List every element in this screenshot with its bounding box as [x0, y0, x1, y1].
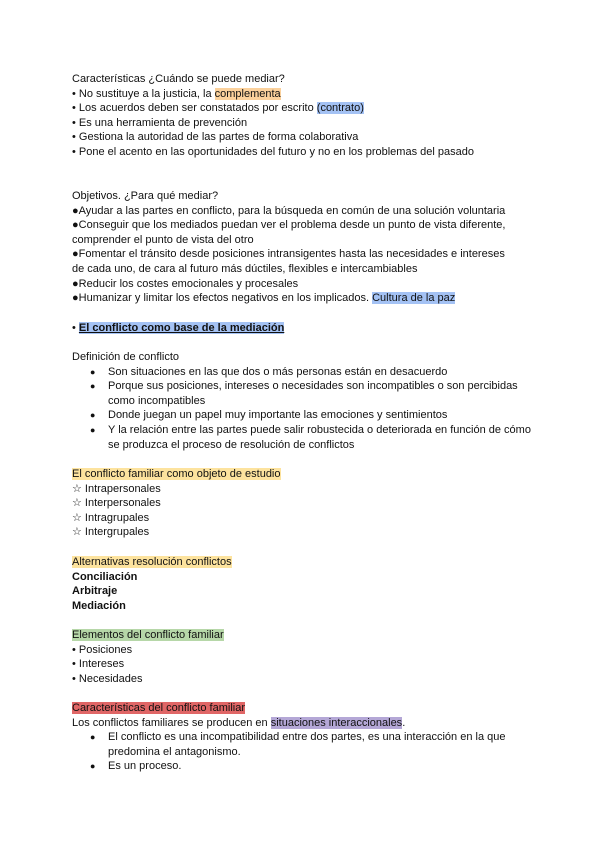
objetivos-item: ●Ayudar a las partes en conflicto, para la búsqueda en común de una solución voluntaria — [72, 204, 506, 217]
list-item: ☆ Intragrupales — [72, 511, 150, 524]
alternativas-section — [72, 555, 542, 613]
list-item: • Intereses — [72, 658, 125, 671]
list-item: Conciliación — [72, 570, 138, 583]
highlight-complementa: complementa — [214, 87, 281, 100]
caracteristicas-familiar-section — [72, 701, 522, 774]
objetivos-item: ●Fomentar el tránsito desde posiciones intransigentes hasta las necesidades e intereses de cada uno, de cara al futuro más dúctiles, flexibles e intercambiables — [72, 248, 505, 275]
objetivos-section — [72, 189, 517, 306]
list-item: ● Porque sus posiciones, intereses o necesidades son incompatibles o son percibidas como incompatibles — [72, 379, 532, 408]
definicion-section — [72, 350, 532, 452]
caracteristicas-familiar-intro: Los conflictos familiares se producen en situaciones interaccionales. — [72, 716, 406, 729]
conflicto-base-title: El conflicto como base de la mediación — [78, 322, 285, 334]
caracteristicas-familiar-title: Características del conflicto familiar — [72, 702, 246, 714]
caracteristicas-familiar-list — [72, 730, 522, 774]
familiar-objeto-title: El conflicto familiar como objeto de estudio — [72, 468, 281, 480]
highlight-contrato: (contrato) — [316, 102, 364, 115]
list-item: Arbitraje — [72, 585, 118, 598]
list-item: ☆ Intrapersonales — [72, 482, 161, 495]
alternativas-title: Alternativas resolución conflictos — [72, 556, 232, 568]
definicion-title: Definición de conflicto — [72, 351, 180, 363]
objetivos-title: Objetivos. ¿Para qué mediar? — [72, 190, 219, 202]
elementos-title: Elementos del conflicto familiar — [72, 629, 224, 641]
caracteristicas-item: • Los acuerdos deben ser constatados por escrito (contrato) — [72, 102, 364, 115]
caracteristicas-item: • Pone el acento en las oportunidades del futuro y no en los problemas del pasado — [72, 145, 474, 158]
highlight-situaciones: situaciones interaccionales — [270, 716, 403, 729]
list-item: ☆ Interpersonales — [72, 497, 161, 510]
caracteristicas-item: • Es una herramienta de prevención — [72, 116, 248, 129]
caracteristicas-item: • Gestiona la autoridad de las partes de forma colaborativa — [72, 131, 359, 144]
list-item: ● Son situaciones en las que dos o más personas están en desacuerdo — [72, 365, 532, 380]
caracteristicas-title: Características ¿Cuándo se puede mediar? — [72, 73, 285, 85]
list-item: ● Donde juegan un papel muy importante las emociones y sentimientos — [72, 408, 532, 423]
objetivos-item: ●Conseguir que los mediados puedan ver el problema desde un punto de vista diferente, comprender el punto de vista del otro — [72, 219, 506, 246]
list-item: ● Es un proceso. — [72, 759, 522, 774]
caracteristicas-section — [72, 72, 542, 160]
highlight-cultura-paz: Cultura de la paz — [372, 292, 456, 305]
conflicto-base-heading: • El conflicto como base de la mediación — [72, 322, 285, 334]
definicion-list — [72, 365, 532, 453]
list-item: • Posiciones — [72, 643, 133, 656]
list-item: ● Y la relación entre las partes puede salir robustecida o deteriorada en función de cómo se produzca el proceso de resolución de conflictos — [72, 423, 532, 452]
objetivos-item: ●Humanizar y limitar los efectos negativos en los implicados. Cultura de la paz — [72, 292, 456, 305]
list-item: ● El conflicto es una incompatibilidad entre dos partes, es una interacción en la que predomina el antagonismo. — [72, 730, 522, 759]
list-item: ☆ Intergrupales — [72, 526, 150, 539]
list-item: Mediación — [72, 599, 126, 612]
elementos-section — [72, 628, 542, 686]
familiar-objeto-section — [72, 467, 542, 540]
list-item: • Necesidades — [72, 672, 143, 685]
objetivos-item: ●Reducir los costes emocionales y procesales — [72, 277, 299, 290]
caracteristicas-item: • No sustituye a la justicia, la complementa — [72, 87, 281, 100]
